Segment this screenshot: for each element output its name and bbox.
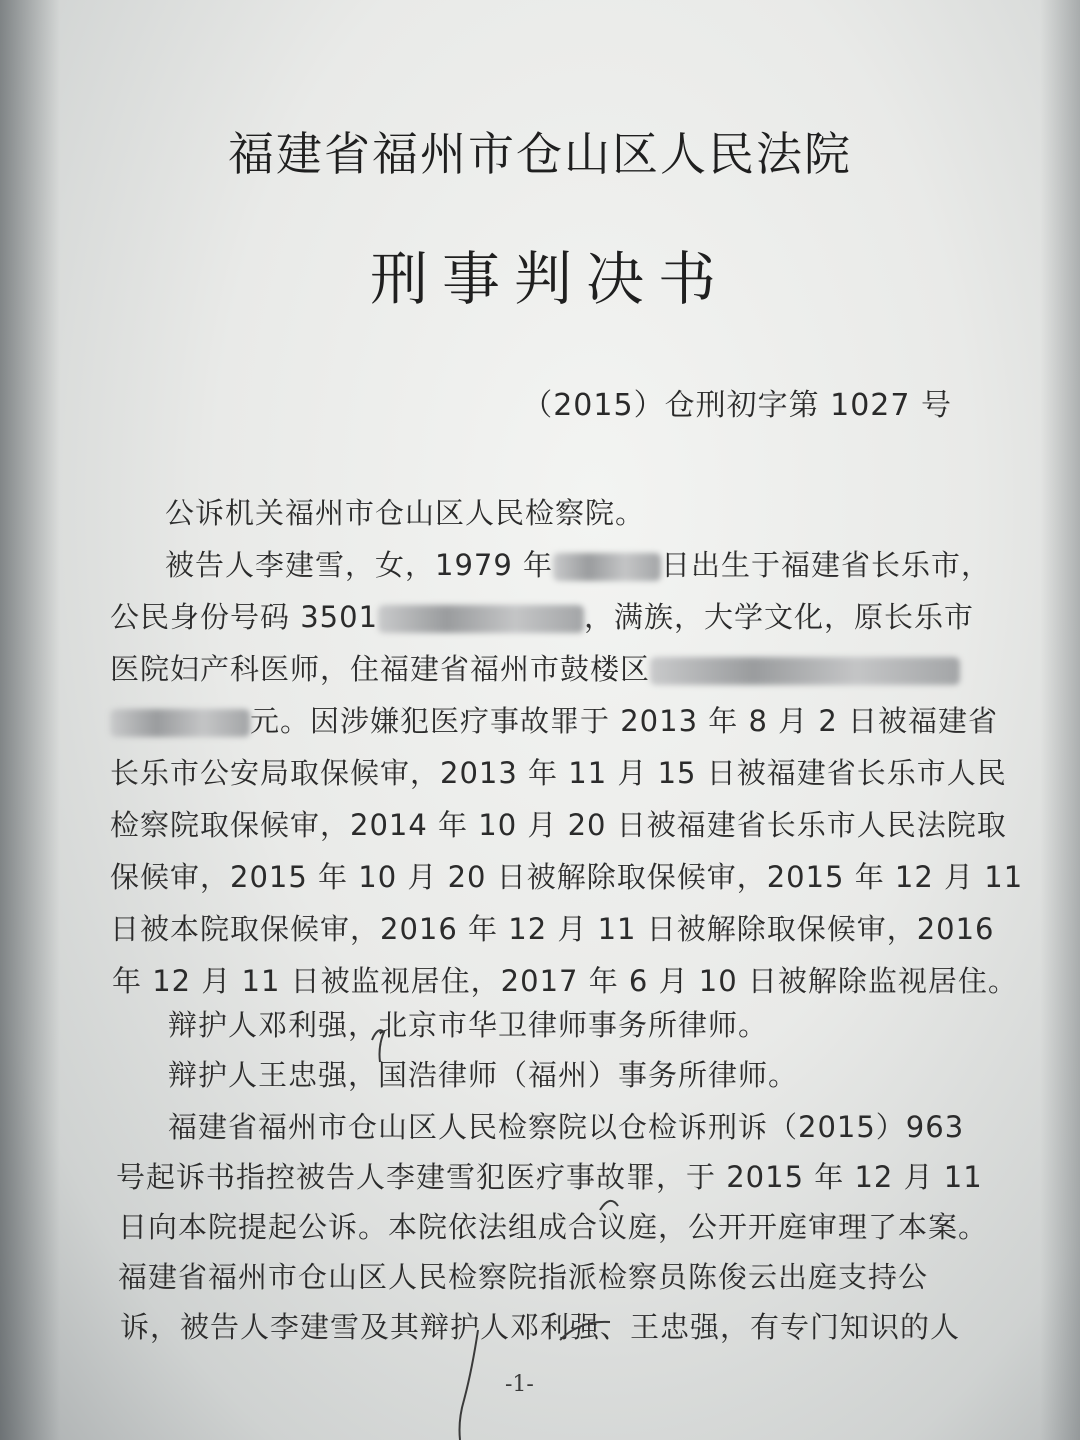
text-line: 日被本院取保候审，2016 年 12 月 11 日被解除取保候审，2016	[110, 912, 995, 946]
text-line: 福建省福州市仓山区人民检察院以仓检诉刑诉（2015）963	[168, 1110, 965, 1144]
text-line: 公诉机关福州市仓山区人民检察院。	[165, 496, 646, 530]
text-segment: 被告人李建雪，女，1979 年	[165, 548, 554, 582]
text-line: 长乐市公安局取保候审，2013 年 11 月 15 日被福建省长乐市人民	[110, 756, 1007, 790]
text-segment: 元。因涉嫌犯医疗事故罪于 2013 年 8 月 2 日被福建省	[250, 704, 999, 738]
text-line: 辩护人邓利强，北京市华卫律师事务所律师。	[168, 1008, 769, 1042]
text-segment: 医院妇产科医师，住福建省福州市鼓楼区	[110, 652, 651, 686]
text-line: 诉，被告人李建雪及其辩护人邓利强、王忠强，有专门知识的人	[120, 1310, 961, 1344]
text-segment: 公民身份号码 3501	[110, 600, 379, 634]
court-name: 福建省福州市仓山区人民法院	[228, 127, 852, 181]
text-line: 检察院取保候审，2014 年 10 月 20 日被福建省长乐市人民法院取	[110, 808, 1007, 842]
case-number: （2015）仓刑初字第 1027 号	[522, 388, 952, 423]
text-segment: 日出生于福建省长乐市，	[661, 548, 992, 582]
text-line: 日向本院提起公诉。本院依法组成合议庭，公开开庭审理了本案。	[118, 1210, 989, 1244]
text-segment: ，满族，大学文化，原长乐市	[584, 600, 975, 634]
text-line: 福建省福州市仓山区人民检察院指派检察员陈俊云出庭支持公	[118, 1260, 929, 1294]
text-line: 年 12 月 11 日被监视居住，2017 年 6 月 10 日被解除监视居住。	[112, 964, 1018, 998]
text-line: 辩护人王忠强，国浩律师（福州）事务所律师。	[168, 1058, 799, 1092]
text-line: 号起诉书指控被告人李建雪犯医疗事故罪，于 2015 年 12 月 11	[116, 1160, 983, 1194]
document-title: 刑事判决书	[369, 245, 730, 313]
text-line: 保候审，2015 年 10 月 20 日被解除取保候审，2015 年 12 月 11	[110, 860, 1024, 894]
page-number: -1-	[505, 1372, 534, 1397]
